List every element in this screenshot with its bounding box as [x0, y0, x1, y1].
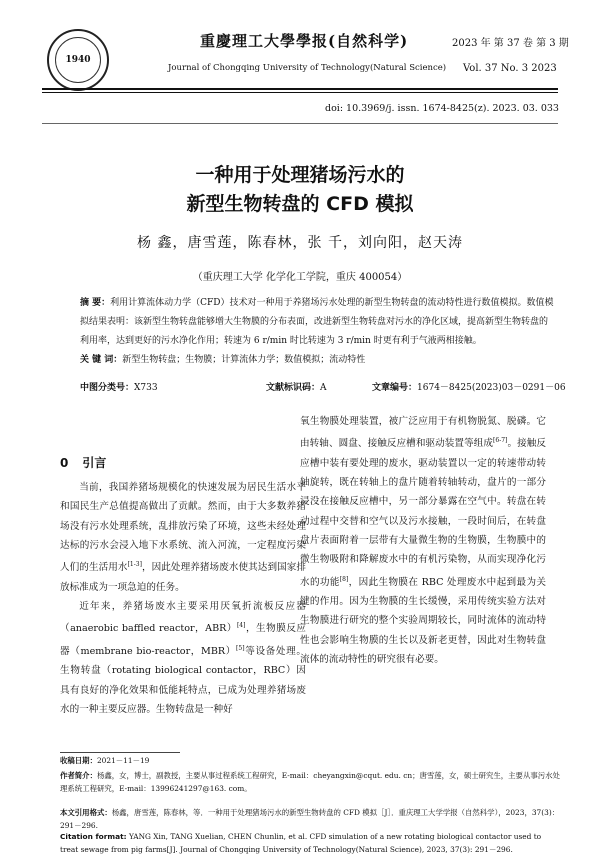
citation-en-text: YANG Xin, TANG Xuelian, CHEN Chunlin, et al. CFD simulation of a new rotating biological contactor used to treat sewage from pig farms[J]. Journal of Chongqing University of Technology(Natural Science), 2023, 37(3): 291－296.	[60, 832, 542, 854]
received-label: 收稿日期：	[60, 756, 97, 765]
doc-code-label: 文献标识码：	[266, 383, 321, 393]
paragraph-text: ，生物膜反应器（membrane bio-reactor，MBR）	[60, 623, 307, 657]
abstract-label: 摘 要：	[80, 298, 111, 308]
received-date	[60, 754, 560, 767]
abstract-block	[80, 294, 555, 370]
abstract	[80, 294, 555, 351]
journal-title-cn: 重慶理工大學學报(自然科学)	[200, 32, 409, 50]
seal-inner	[55, 37, 101, 83]
clc-label: 中图分类号：	[80, 383, 135, 393]
clc-value: X733	[134, 383, 158, 393]
article-number	[372, 380, 566, 393]
citation-cn-text: 杨鑫，唐雪莲，陈春林，等．一种用于处理猪场污水的新型生物转盘的 CFD 模拟［J］．重庆理工大学学报（自然科学），2023，37(3)：291－296.	[60, 808, 560, 830]
author-bio-label: 作者简介：	[60, 771, 97, 780]
issue-info-cn: 2023 年 第 37 卷 第 3 期	[452, 38, 569, 49]
doi-rule	[42, 123, 558, 124]
journal-title-en: Journal of Chongqing University of Technology(Natural Science)	[168, 63, 447, 73]
keywords	[80, 351, 555, 370]
paragraph-text: 当前，我国养猪场规模化的快速发展为居民生活水平和国民生产总值提高做出了贡献。然而，由于大多数养猪场没有污水处理系统，乱排放污染了环境，这些未经处理达标的污水会浸入地下水系统、流入河流，一定程度污染人们的生活用水	[60, 482, 306, 574]
article-title-line2: 新型生物转盘的 CFD 模拟	[186, 193, 414, 215]
citation-en-label: Citation format:	[60, 832, 127, 841]
paragraph-text: 等设备处理。生物转盘（rotating biological contactor，RBC）因具有良好的净化效果和低能耗特点，已成为处理养猪场废水的一种主要反应器。生物转盘是一种好	[60, 645, 307, 715]
citation-cn	[60, 806, 560, 832]
citation-ref[interactable]: [4]	[236, 622, 246, 630]
received-value: 2021－11－19	[96, 756, 150, 765]
authors: 杨 鑫，唐雪莲，陈春林，张 千，刘向阳，赵天涛	[137, 235, 463, 251]
issue-info-en: Vol. 37 No. 3 2023	[463, 63, 557, 74]
section-number: 0	[60, 456, 69, 470]
article-title-line1: 一种用于处理猪场污水的	[195, 164, 405, 186]
clc-number	[80, 380, 158, 393]
body-column-left	[60, 478, 306, 719]
paragraph-text: 氧生物膜处理装置，被广泛应用于有机物脱氮、脱磷。它由转轴、圆盘、接触反应槽和驱动装置等组成	[300, 416, 546, 450]
paragraph	[60, 597, 306, 719]
seal-year: 1940	[65, 55, 91, 65]
document-code	[266, 380, 327, 393]
header-rule	[42, 88, 558, 90]
citation-ref[interactable]: [5]	[236, 644, 245, 652]
citation-en	[60, 830, 560, 856]
paragraph	[60, 478, 306, 597]
section-heading	[60, 454, 120, 471]
author-bio-text: 杨鑫，女，博士，副教授，主要从事过程系统工程研究，E-mail：cheyangxin@cqut. edu. cn；唐雪莲，女，硕士研究生，主要从事污水处理系统工程研究，E-mail：13996241297@163. com。	[60, 771, 560, 793]
keywords-text: 新型生物转盘；生物膜；计算流体力学；数值模拟；流动特性	[122, 355, 366, 365]
footnote-rule	[60, 752, 180, 753]
paragraph-text: ，因此处理养猪场废水使其达到国家排放标准成为一项急迫的任务。	[60, 562, 307, 593]
citation-ref[interactable]: [6-7]	[493, 437, 508, 445]
article-no-value: 1674－8425(2023)03－0291－06	[417, 383, 566, 393]
paragraph	[300, 412, 546, 669]
header-rule-thin	[42, 92, 558, 93]
article-no-label: 文章编号：	[372, 383, 418, 393]
keywords-label: 关 键 词：	[80, 355, 123, 365]
paragraph-text: ，因此生物膜在 RBC 处理废水中起到最为关键的作用。因为生物膜的生长缓慢，采用传统实验方法对生物膜进行研究的整个实验周期较长，同时流体的流动特性也会影响生物膜的生长以及新老更替，因此对生物转盘流体的流动特性的研究很有必要。	[300, 576, 546, 665]
doc-code-value: A	[320, 383, 327, 393]
citation-ref[interactable]: [1-3]	[127, 561, 142, 569]
abstract-text: 利用计算流体动力学（CFD）技术对一种用于养猪场污水处理的新型生物转盘的流动特性进行数值模拟。数值模拟结果表明：该新型生物转盘能够增大生物膜的分布表面，改进新型生物转盘对污水的净化区域，提高新型生物转盘的利用率，达到更好的污水净化作用；转速为 6 r/min 时比转速为 3 r/min 时更有利于气液两相接触。	[80, 298, 554, 346]
paragraph-text: 。接触反应槽中装有要处理的废水，驱动装置以一定的转速带动转轴旋转，既在转轴上的盘片随着转轴转动，盘片的一部分浸没在接触反应槽中，另一部分暴露在空气中。转盘在转动过程中交替和空气以及污水接触，一段时间后，在转盘盘片表面附着一层带有大量微生物的生物膜，生物膜中的微生物吸附和降解废水中的有机污染物，从而实现净化污水的功能	[300, 438, 546, 588]
body-column-right	[300, 412, 546, 669]
affiliation: （重庆理工大学 化学化工学院，重庆 400054）	[192, 272, 408, 283]
citation-cn-label: 本文引用格式：	[60, 808, 112, 817]
university-seal-logo	[47, 29, 109, 91]
section-title: 引言	[82, 456, 107, 470]
citation-ref[interactable]: [8]	[339, 575, 349, 583]
paragraph-text: 近年来，养猪场废水主要采用厌氧折流板反应器（anaerobic baffled reactor，ABR）	[60, 600, 306, 635]
author-bio	[60, 769, 560, 795]
doi[interactable]: doi: 10.3969/j. issn. 1674-8425(z). 2023. 03. 033	[325, 103, 559, 114]
